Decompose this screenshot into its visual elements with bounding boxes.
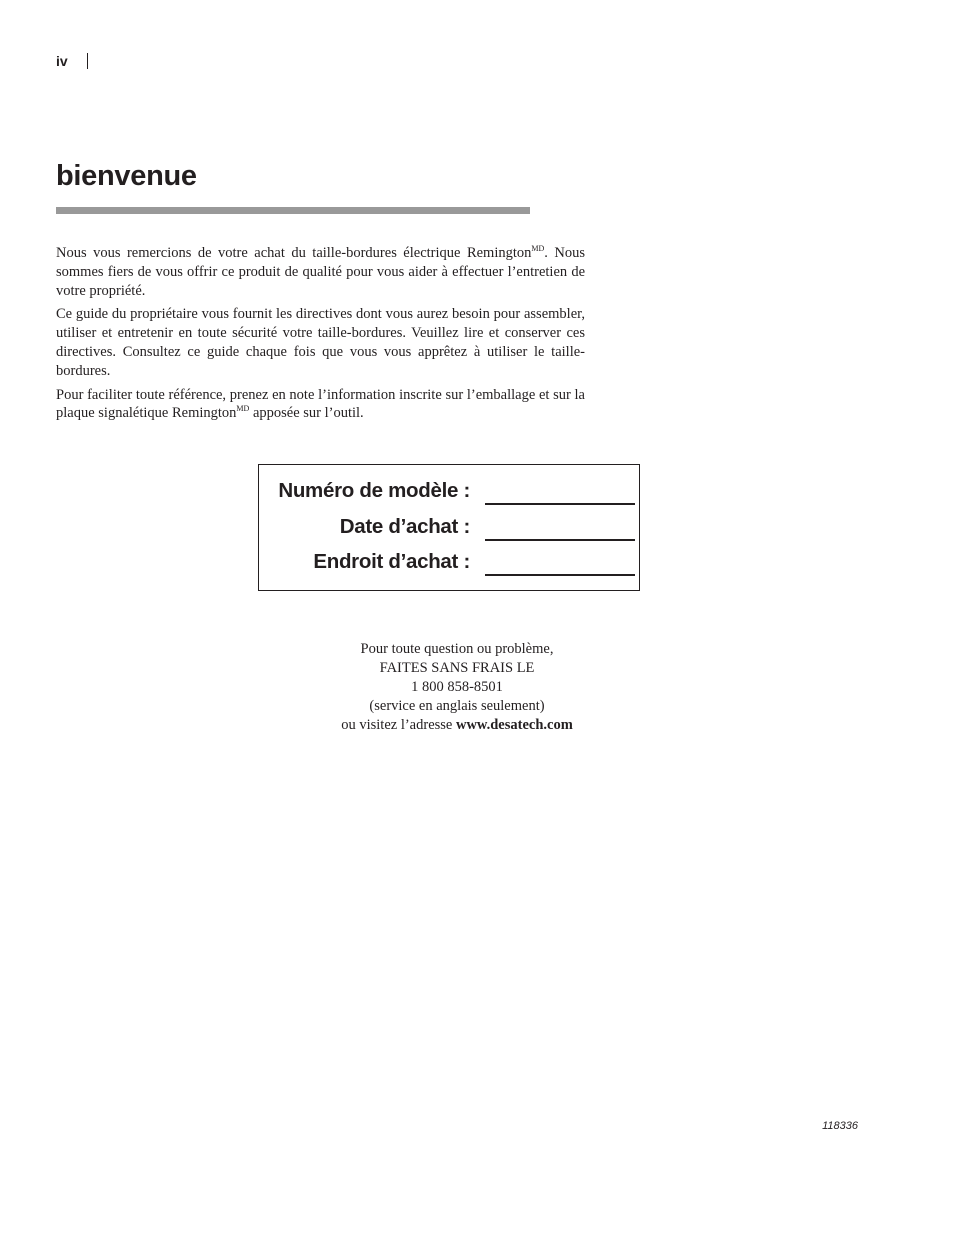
intro-p1-text: Nous vous remercions de votre achat du taille-bordures électrique Remington: [56, 245, 532, 261]
title-underline-bar: [56, 207, 530, 214]
intro-p3-text-end: apposée sur l’outil.: [249, 405, 364, 422]
model-number-row: [259, 479, 639, 509]
page-number: iv: [56, 53, 68, 69]
trademark-superscript: MD: [531, 244, 545, 253]
purchase-date-label: Date d’achat :: [339, 515, 470, 538]
page-title: bienvenue: [56, 160, 197, 192]
intro-p3-text: Pour faciliter toute référence, prenez en note l’information inscrite sur l’emballage et sur la plaque signalétique Remington: [56, 386, 585, 422]
intro-text: [56, 244, 585, 428]
purchase-place-row: [259, 550, 639, 580]
purchase-date-blank-line[interactable]: [485, 539, 635, 541]
website-link[interactable]: www.desatech.com: [455, 717, 573, 733]
contact-line-2: FAITES SANS FRAIS LE: [379, 660, 535, 676]
website-prefix: ou visitez l’adresse: [341, 717, 453, 733]
purchase-place-blank-line[interactable]: [485, 574, 635, 576]
contact-info: [257, 640, 657, 735]
page-header: [56, 53, 88, 69]
intro-paragraph-3: [56, 386, 585, 424]
contact-line-1: Pour toute question ou problème,: [360, 641, 554, 657]
intro-p1-text-end: . Nous sommes fiers de vous offrir ce produit de qualité pour vous aider à effectuer l’entretien de votre propriété.: [56, 245, 585, 299]
model-number-label: Numéro de modèle :: [278, 479, 470, 502]
contact-line-4: (service en anglais seulement): [369, 698, 545, 714]
purchase-record-box: [258, 464, 640, 591]
purchase-date-row: [259, 515, 639, 545]
contact-line-5: [257, 716, 657, 735]
document-number: 118336: [822, 1120, 858, 1132]
trademark-superscript: MD: [236, 404, 250, 414]
intro-paragraph-1: [56, 244, 585, 300]
model-number-blank-line[interactable]: [485, 503, 635, 505]
intro-paragraph-2: Ce guide du propriétaire vous fournit les directives dont vous aurez besoin pour assembler, utiliser et entretenir en toute sécurité votre taille-bordures. Veuillez lire et conserver ces directives. Consultez ce guide chaque fois que vous vous apprêtez à utiliser le taille-bordures.: [56, 306, 585, 379]
contact-phone: 1 800 858-8501: [411, 679, 503, 695]
header-divider: [87, 53, 88, 69]
purchase-place-label: Endroit d’achat :: [313, 550, 470, 573]
